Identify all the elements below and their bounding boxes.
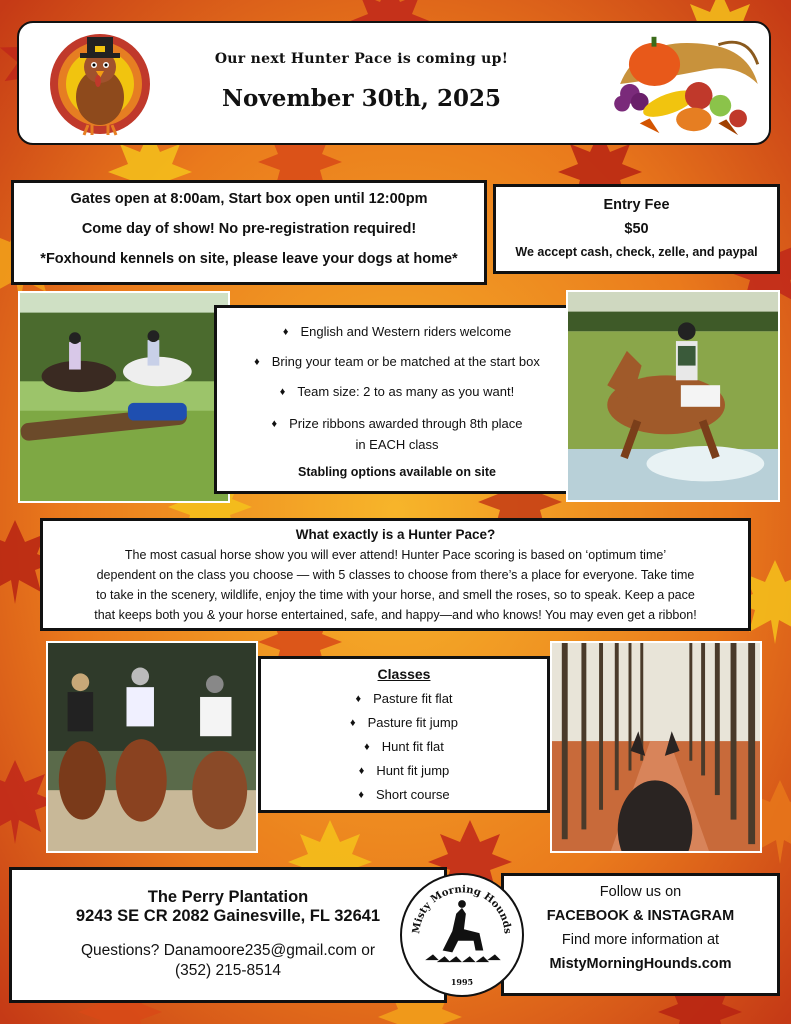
classes-title: Classes <box>377 666 431 682</box>
stabling-note: Stabling options available on site <box>298 465 496 479</box>
about-title: What exactly is a Hunter Pace? <box>295 527 496 542</box>
location-box <box>9 867 447 1003</box>
contact-phone: (352) 215-8514 <box>175 962 281 979</box>
gates-line-2: Come day of show! No pre-registration required! <box>81 221 417 237</box>
header-subtitle: Our next Hunter Pace is coming up! <box>214 51 509 67</box>
feature-item: ♦ Team size: 2 to as many as you want! <box>217 377 577 407</box>
logo-year: 1995 <box>450 977 474 987</box>
photo-riders-jumping-log <box>18 291 230 503</box>
entry-fee-box <box>493 184 780 274</box>
about-hunter-pace-box <box>40 518 751 631</box>
logo-text: Misty Morning Hounds <box>410 883 514 935</box>
social-box <box>501 873 780 996</box>
hound-rider-logo <box>400 873 524 997</box>
website-link[interactable]: MistyMorningHounds.com <box>549 956 732 972</box>
feature-item-continued: in EACH class <box>355 437 439 452</box>
contact-email: Questions? Danamoore235@gmail.com or <box>80 942 375 959</box>
entry-fee-payment: We accept cash, check, zelle, and paypal <box>515 245 758 259</box>
gates-line-3: *Foxhound kennels on site, please leave your dogs at home* <box>40 251 458 267</box>
classes-box <box>258 656 550 813</box>
class-item: ♦ Short course <box>261 783 547 807</box>
about-line-2: dependent on the class you choose — with 5 classes to choose from there’s a place for everyone. Take time <box>96 568 695 582</box>
feature-item: ♦ English and Western riders welcome <box>217 317 577 347</box>
class-item: ♦ Hunt fit jump <box>261 759 547 783</box>
gates-line-1: Gates open at 8:00am, Start box open until 12:00pm <box>70 191 428 207</box>
classes-list <box>261 687 547 807</box>
venue-name: The Perry Plantation <box>147 888 309 906</box>
class-item: ♦ Pasture fit jump <box>261 711 547 735</box>
follow-label: Follow us on <box>599 884 682 900</box>
event-date: November 30th, 2025 <box>222 85 501 112</box>
about-line-4: that keeps both you & your horse entertained, safe, and happy—and who knows! You may even get a ribbon! <box>94 608 697 622</box>
class-item: ♦ Hunt fit flat <box>261 735 547 759</box>
features-box <box>214 305 580 494</box>
cornucopia-icon <box>599 25 769 143</box>
class-item: ♦ Pasture fit flat <box>261 687 547 711</box>
photo-riders-from-behind <box>46 641 258 853</box>
gates-info-box <box>11 180 487 285</box>
entry-fee-price: $50 <box>624 221 649 237</box>
more-info-label: Find more information at <box>561 932 720 948</box>
feature-item: ♦ Bring your team or be matched at the start box <box>217 347 577 377</box>
about-line-3: to take in the scenery, wildlife, enjoy the time with your horse, and smell the roses, so to speak. Keep a pace <box>96 588 695 602</box>
header-banner <box>17 21 771 145</box>
features-list <box>217 317 577 435</box>
photo-horse-water-jump <box>566 290 780 502</box>
turkey-icon <box>39 29 161 139</box>
venue-address: 9243 SE CR 2082 Gainesville, FL 32641 <box>75 907 381 925</box>
feature-item: ♦ Prize ribbons awarded through 8th place <box>217 413 577 435</box>
social-platforms[interactable]: FACEBOOK & INSTAGRAM <box>546 908 735 924</box>
about-line-1: The most casual horse show you will ever attend! Hunter Pace scoring is based on ‘optimum time’ <box>124 548 667 562</box>
photo-pine-trail <box>550 641 762 853</box>
entry-fee-title: Entry Fee <box>603 197 670 213</box>
